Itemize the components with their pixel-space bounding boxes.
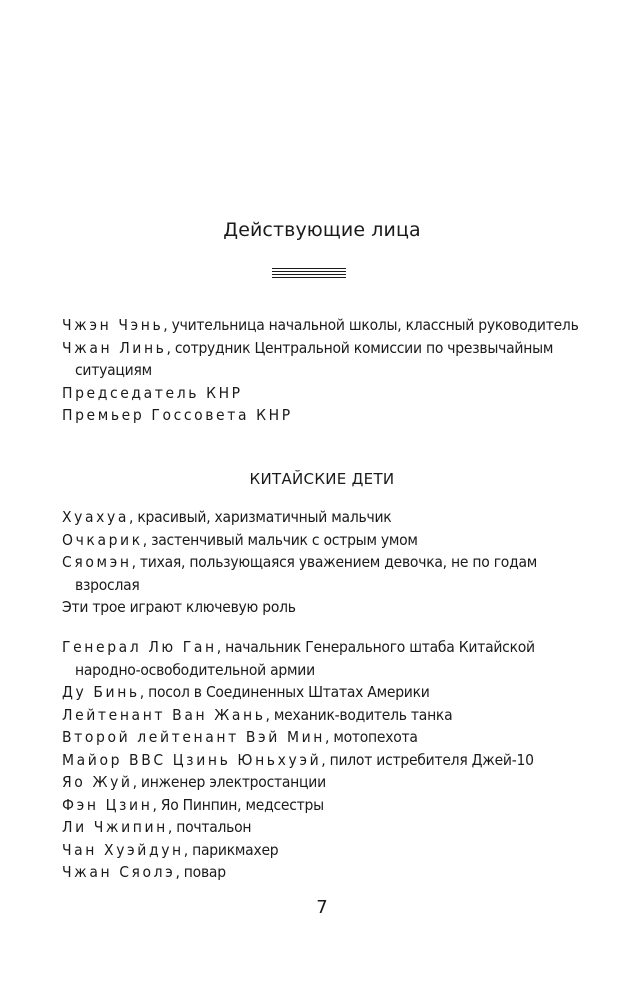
character-description: , Яо Пинпин, медсестры [152,795,324,814]
page-title: Действующие лица [223,219,421,241]
character-name: Ли Чжипин [62,818,168,836]
character-name: Чжан Линь [62,338,167,357]
character-description: , повар [175,863,226,881]
character-entry [62,382,592,405]
character-list-adults [62,636,592,884]
rule-line [272,271,346,272]
character-entry [62,506,592,529]
character-name: Генерал Лю Ган [62,638,217,656]
character-name: Чан Хуэйдун [62,840,184,859]
character-description: , учительница начальной школы, классный руководитель [163,316,579,334]
character-entry [62,749,592,772]
character-entry [62,314,592,337]
character-entry [62,337,592,382]
character-description: , посол в Соединенных Штатах Америки [139,683,430,701]
character-description: , красивый, харизматичный мальчик [129,508,392,526]
section-heading-children: КИТАЙСКИЕ ДЕТИ [249,470,395,488]
character-name: Премьер Госсовета КНР [62,406,293,424]
character-entry [62,839,592,862]
character-entry [62,816,592,839]
character-entry [62,529,592,552]
character-entry [62,551,592,596]
rule-line [272,277,346,278]
character-entry [62,404,592,427]
character-description: , тихая, пользующаяся уважением девочка, не по годам взрослая [75,553,538,594]
character-entry [62,636,592,681]
character-name: Лейтенант Ван Жань [62,705,266,724]
character-name: Ду Бинь [62,683,140,701]
character-list-main [62,314,592,427]
character-list-children [62,506,592,619]
character-description: , начальник Генерального штаба Китайской народно-освободительной армии [75,638,535,679]
character-name: Чжан Сяолэ [62,863,176,881]
character-entry [62,726,592,749]
character-name: Яо Жуй [62,773,133,791]
character-description: , сотрудник Центральной комиссии по чрезвычайным ситуациям [75,338,554,379]
character-description: , механик-водитель танка [265,705,453,724]
character-description: , мотопехота [325,728,418,746]
character-name: Хуахуа [62,508,129,526]
character-name: Майор ВВС Цзинь Юньхуэй [62,750,322,769]
page-number: 7 [316,897,328,918]
character-name: Фэн Цзин [62,795,153,814]
character-description: , пилот истребителя Джей-10 [321,750,534,769]
character-entry [62,861,592,884]
character-name: Сяомэн [62,553,132,571]
character-description: , парикмахер [183,840,279,859]
character-entry [62,794,592,817]
rule-line [272,274,346,275]
character-entry [62,704,592,727]
character-name: Чжэн Чэнь [62,316,164,334]
character-entry [62,681,592,704]
character-name: Очкарик [62,530,143,549]
character-name: Второй лейтенант Вэй Мин [62,728,325,746]
children-note: Эти трое играют ключевую роль [62,598,296,616]
character-name: Председатель КНР [62,383,243,402]
character-entry [62,771,592,794]
character-description: , почтальон [167,818,252,836]
character-description: , инженер электростанции [132,773,326,791]
rule-line [272,268,346,269]
character-description: , застенчивый мальчик с острым умом [142,530,418,549]
